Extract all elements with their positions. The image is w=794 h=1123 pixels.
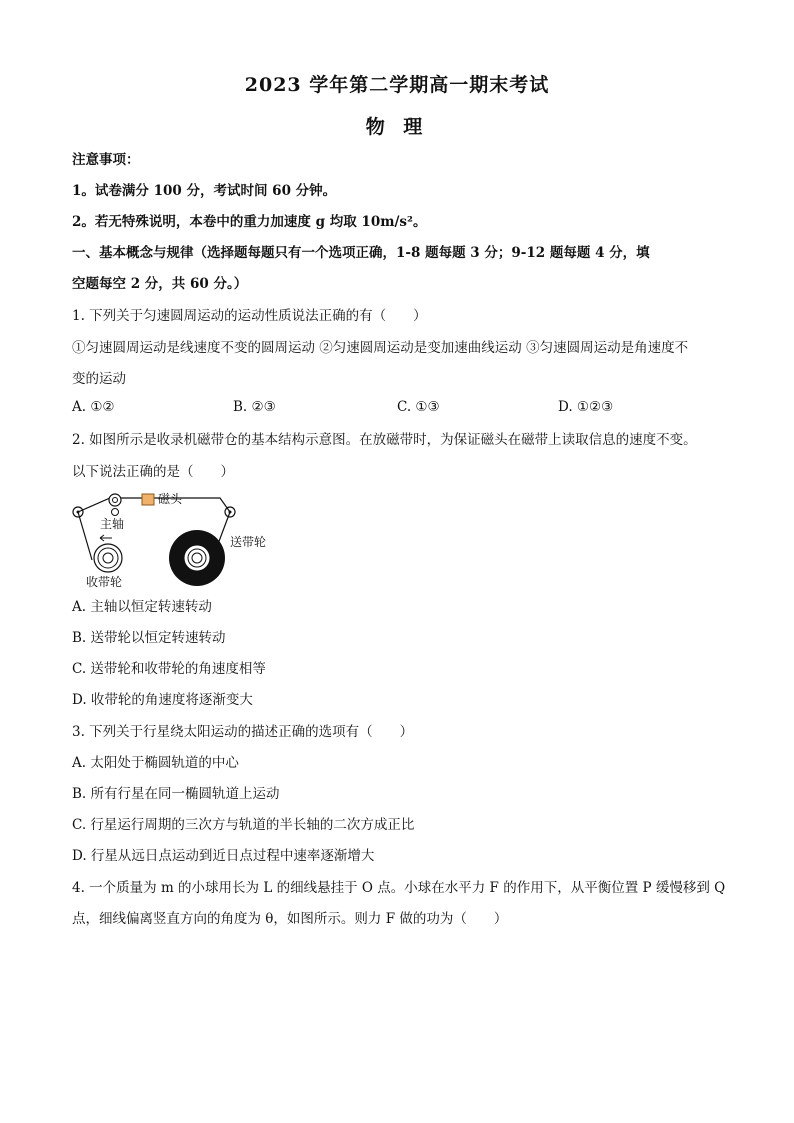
subject-title: 物 理 <box>365 116 429 138</box>
pinch-roller <box>112 509 119 516</box>
label-supply: 送带轮 <box>230 535 267 549</box>
q1-stem: 1. 下列关于匀速圆周运动的运动性质说法正确的有（ ） <box>72 308 427 324</box>
label-spindle: 主轴 <box>100 517 125 531</box>
q1-option-d: D. ①②③ <box>558 399 614 415</box>
q4-stem-line1: 4. 一个质量为 m 的小球用长为 L 的细线悬挂于 O 点。小球在水平力 F 的作用下，从平衡位置 P 缓慢移到 Q <box>72 880 726 896</box>
q1-option-c: C. ①③ <box>397 399 440 415</box>
tape-deck-diagram <box>70 490 290 590</box>
q2-stem-line1: 2. 如图所示是收录机磁带仓的基本结构示意图。在放磁带时，为保证磁头在磁带上读取信息的速度不变。 <box>72 432 697 448</box>
q3-option-c: C. 行星运行周期的三次方与轨道的半长轴的二次方成正比 <box>72 817 415 833</box>
right-guide-axle <box>229 511 232 514</box>
q1-desc-line1: ①匀速圆周运动是线速度不变的圆周运动 ②匀速圆周运动是变加速曲线运动 ③匀速圆周运动是角速度不 <box>72 340 689 356</box>
spindle-roller <box>109 494 121 506</box>
section-heading-line1: 一、基本概念与规律（选择题每题只有一个选项正确，1-8 题每题 3 分；9-12 题每题 4 分，填 <box>72 245 650 261</box>
left-guide-axle <box>77 511 80 514</box>
q3-option-a: A. 太阳处于椭圆轨道的中心 <box>72 755 239 771</box>
q2-stem-line2: 以下说法正确的是（ ） <box>72 464 234 480</box>
q2-option-b: B. 送带轮以恒定转速转动 <box>72 630 226 646</box>
q3-stem: 3. 下列关于行星绕太阳运动的描述正确的选项有（ ） <box>72 724 414 740</box>
label-head: 磁头 <box>158 492 183 506</box>
label-takeup: 收带轮 <box>86 575 123 589</box>
notice-heading: 注意事项： <box>72 152 140 168</box>
magnetic-head <box>142 494 154 505</box>
notice-item-2: 2。若无特殊说明，本卷中的重力加速度 g 均取 10m/s²。 <box>72 214 427 230</box>
notice-item-1: 1。试卷满分 100 分，考试时间 60 分钟。 <box>72 183 337 199</box>
q2-option-d: D. 收带轮的角速度将逐渐变大 <box>72 692 253 708</box>
section-heading-line2: 空题每空 2 分，共 60 分。） <box>72 276 248 292</box>
q2-option-a: A. 主轴以恒定转速转动 <box>72 599 212 615</box>
q2-option-c: C. 送带轮和收带轮的角速度相等 <box>72 661 266 677</box>
q4-stem-line2: 点，细线偏离竖直方向的角度为 θ，如图所示。则力 F 做的功为（ ） <box>72 911 508 927</box>
tape-left <box>78 512 92 560</box>
q3-option-d: D. 行星从远日点运动到近日点过程中速率逐渐增大 <box>72 848 375 864</box>
exam-title: 2023 学年第二学期高一期末考试 <box>244 74 550 96</box>
q1-desc-line2: 变的运动 <box>72 371 126 387</box>
q1-option-a: A. ①② <box>72 399 115 415</box>
q1-option-b: B. ②③ <box>233 399 276 415</box>
q3-option-b: B. 所有行星在同一椭圆轨道上运动 <box>72 786 280 802</box>
